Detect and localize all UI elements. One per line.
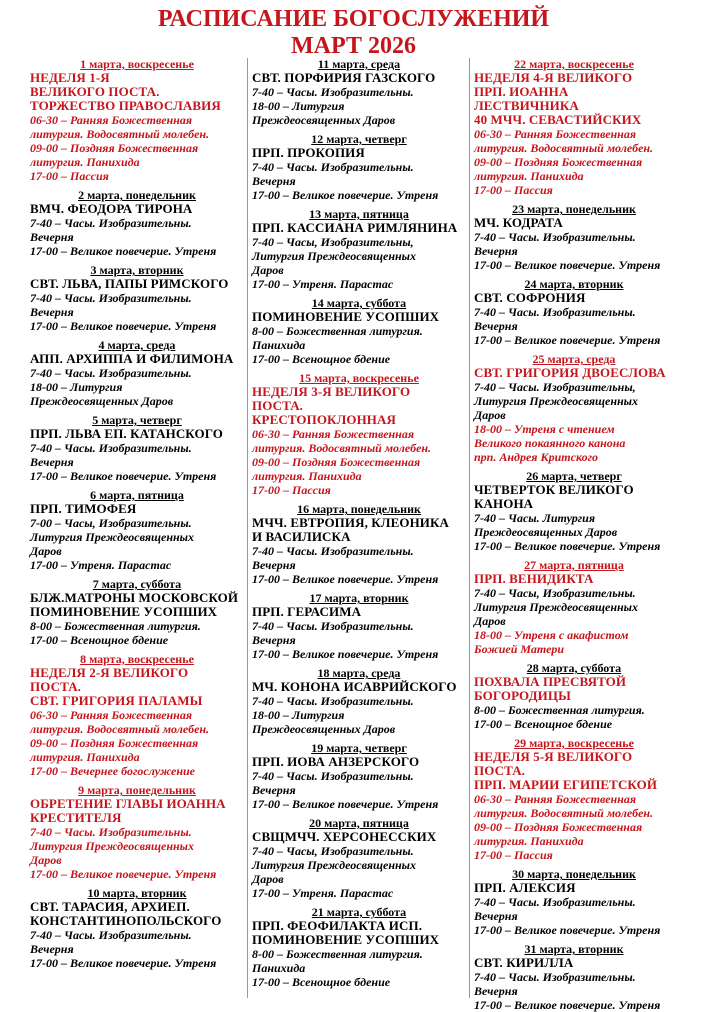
feast-name: ПОХВАЛА ПРЕСВЯТОЙ — [474, 674, 627, 689]
day-entry — [474, 58, 674, 197]
service-line: 17-00 – Всенощное бдение — [30, 633, 169, 647]
day-entry — [474, 272, 674, 347]
day-entry — [252, 366, 466, 497]
service-line: Вечерня — [252, 783, 296, 797]
service-line: 09-00 – Поздняя Божественная — [252, 455, 421, 469]
service-line: 7-40 – Часы. Литургия — [474, 511, 596, 525]
service-line: 17-00 – Всенощное бдение — [252, 352, 391, 366]
feast-name: ПОСТА. — [30, 679, 82, 694]
day-date: 28 марта, суббота — [526, 661, 622, 675]
service-line: 17-00 – Пассия — [252, 483, 331, 497]
column-2 — [252, 58, 466, 998]
service-line: литургия. Водосвятный молебен. — [474, 141, 654, 155]
day-date: 18 марта, среда — [317, 666, 401, 680]
day-date: 14 марта, суббота — [311, 296, 407, 310]
column-1 — [30, 58, 244, 998]
service-line: 7-40 – Часы. Изобразительны, — [474, 380, 636, 394]
service-line: 17-00 – Великое повечерие. Утреня — [252, 572, 439, 586]
service-line: 7-40 – Часы, Изобразительны. — [252, 844, 414, 858]
service-line: 8-00 – Божественная литургия. — [30, 619, 201, 633]
day-date: 19 марта, четверг — [311, 741, 407, 755]
feast-name: ПРП. ВЕНИДИКТА — [474, 571, 594, 586]
service-line: 8-00 – Божественная литургия. — [252, 947, 423, 961]
feast-name: МЧЧ. ЕВТРОПИЯ, КЛЕОНИКА — [252, 515, 450, 530]
column-divider — [247, 58, 248, 998]
service-line: 06-30 – Ранняя Божественная — [30, 113, 193, 127]
service-line: 17-00 – Великое повечерие. Утреня — [252, 188, 439, 202]
service-line: Панихида — [252, 338, 306, 352]
service-line: Вечерня — [474, 319, 518, 333]
feast-name: СВТ. ГРИГОРИЯ ДВОЕСЛОВА — [474, 365, 666, 380]
feast-name: НЕДЕЛЯ 2-Я ВЕЛИКОГО — [30, 665, 189, 680]
service-line: литургия. Водосвятный молебен. — [474, 806, 654, 820]
service-line: 7-40 – Часы. Изобразительны. — [30, 441, 192, 455]
service-line: литургия. Водосвятный молебен. — [30, 722, 210, 736]
column-3 — [474, 57, 674, 1012]
service-line: литургия. Водосвятный молебен. — [252, 441, 432, 455]
day-date: 1 марта, воскресенье — [80, 57, 194, 71]
service-line: Даров — [474, 614, 506, 628]
service-line: 17-00 – Великое повечерие. Утреня — [474, 998, 661, 1012]
service-line: 17-00 – Великое повечерие. Утреня — [252, 647, 439, 661]
day-date: 3 марта, вторник — [90, 263, 184, 277]
day-entry — [252, 58, 466, 127]
service-line: Вечерня — [252, 633, 296, 647]
service-line: 18-00 – Литургия — [252, 99, 345, 113]
service-line: Вечерня — [30, 455, 74, 469]
day-entry — [252, 127, 466, 202]
service-line: 17-00 – Великое повечерие. Утреня — [252, 797, 439, 811]
service-line: 7-40 – Часы. Изобразительны. — [474, 970, 636, 984]
service-line: 7-40 – Часы. Изобразительны. — [474, 895, 636, 909]
service-line: 17-00 – Пассия — [474, 183, 553, 197]
service-line: литургия. Панихида — [474, 834, 584, 848]
day-date: 9 марта, понедельник — [78, 783, 196, 797]
day-entry — [252, 291, 466, 366]
day-entry — [252, 900, 466, 989]
service-line: Даров — [30, 544, 62, 558]
service-line: 8-00 – Божественная литургия. — [252, 324, 423, 338]
feast-name: СВТ. ТАРАСИЯ, АРХИЕП. — [30, 899, 190, 914]
service-line: 17-00 – Великое повечерие. Утреня — [474, 333, 661, 347]
feast-name: СВТ. ГРИГОРИЯ ПАЛАМЫ — [30, 693, 203, 708]
feast-name: НЕДЕЛЯ 4-Я ВЕЛИКОГО — [474, 70, 633, 85]
feast-name: БОГОРОДИЦЫ — [474, 688, 571, 703]
feast-name: ПРП. КАССИАНА РИМЛЯНИНА — [252, 220, 458, 235]
service-line: Великого покаянного канона — [474, 436, 626, 450]
service-line: литургия. Панихида — [252, 469, 362, 483]
day-entry — [474, 937, 674, 1012]
day-entry — [252, 811, 466, 900]
service-line: 7-40 – Часы. Изобразительны. — [30, 825, 192, 839]
schedule-columns — [30, 57, 675, 1012]
service-line: 7-40 – Часы. Изобразительны. — [474, 305, 636, 319]
day-entry — [30, 58, 244, 183]
service-line: 7-40 – Часы. Изобразительны. — [252, 160, 414, 174]
feast-name: И ВАСИЛИСКА — [252, 529, 351, 544]
day-date: 11 марта, среда — [317, 57, 401, 71]
day-entry — [30, 183, 244, 258]
feast-name: МЧ. КОНОНА ИСАВРИЙСКОГО — [252, 679, 457, 694]
day-date: 31 марта, вторник — [524, 942, 624, 956]
service-line: 7-40 – Часы. Изобразительны. — [30, 928, 192, 942]
service-line: Даров — [252, 872, 284, 886]
feast-name: СВТ. ЛЬВА, ПАПЫ РИМСКОГО — [30, 276, 229, 291]
service-line: 7-00 – Часы, Изобразительны. — [30, 516, 192, 530]
service-line: 18-00 – Литургия — [30, 380, 123, 394]
day-date: 4 марта, среда — [98, 338, 176, 352]
service-line: 7-40 – Часы. Изобразительны. — [252, 769, 414, 783]
feast-name: ПОМИНОВЕНИЕ УСОПШИХ — [252, 309, 440, 324]
feast-name: НЕДЕЛЯ 1-Я — [30, 70, 110, 85]
service-line: Литургия Преждеосвященных — [252, 249, 416, 263]
column-divider — [469, 58, 470, 998]
feast-name: КРЕСТИТЕЛЯ — [30, 810, 122, 825]
day-date: 2 марта, понедельник — [78, 188, 196, 202]
feast-name: 40 МЧЧ. СЕВАСТИЙСКИХ — [474, 112, 642, 127]
service-line: прп. Андрея Критского — [474, 450, 599, 464]
service-line: Вечерня — [474, 244, 518, 258]
day-entry — [252, 497, 466, 586]
service-line: 09-00 – Поздняя Божественная — [30, 141, 199, 155]
day-entry — [30, 483, 244, 572]
feast-name: ПОМИНОВЕНИЕ УСОПШИХ — [30, 604, 218, 619]
service-line: Литургия Преждеосвященных — [474, 600, 638, 614]
service-line: Панихида — [252, 961, 306, 975]
day-entry — [30, 408, 244, 483]
day-date: 10 марта, вторник — [87, 886, 187, 900]
service-line: Божией Матери — [474, 642, 565, 656]
feast-name: СВТ. КИРИЛЛА — [474, 955, 574, 970]
service-line: Литургия Преждеосвященных — [252, 858, 416, 872]
day-date: 5 марта, четверг — [92, 413, 182, 427]
feast-name: СВТ. СОФРОНИЯ — [474, 290, 586, 305]
service-line: 06-30 – Ранняя Божественная — [252, 427, 415, 441]
feast-name: ПРП. АЛЕКСИЯ — [474, 880, 576, 895]
day-date: 16 марта, понедельник — [297, 502, 421, 516]
service-line: 17-00 – Утреня. Парастас — [30, 558, 172, 572]
day-entry — [30, 333, 244, 408]
service-line: Преждеосвященных Даров — [252, 722, 396, 736]
service-line: 17-00 – Великое повечерие. Утреня — [30, 956, 217, 970]
feast-name: МЧ. КОДРАТА — [474, 215, 563, 230]
service-line: Вечерня — [474, 909, 518, 923]
day-date: 29 марта, воскресенье — [514, 736, 634, 750]
day-entry — [474, 464, 674, 553]
service-line: литургия. Панихида — [30, 155, 140, 169]
service-line: 17-00 – Великое повечерие. Утреня — [474, 923, 661, 937]
service-line: 18-00 – Утреня с чтением — [474, 422, 615, 436]
day-entry — [252, 586, 466, 661]
day-date: 22 марта, воскресенье — [514, 57, 634, 71]
feast-name: ПРП. ФЕОФИЛАКТА ИСП. — [252, 918, 423, 933]
service-line: Вечерня — [474, 984, 518, 998]
day-date: 25 марта, среда — [532, 352, 616, 366]
service-line: 17-00 – Великое повечерие. Утреня — [30, 867, 217, 881]
day-entry — [30, 647, 244, 778]
day-date: 30 марта, понедельник — [512, 867, 636, 881]
service-line: 17-00 – Великое повечерие. Утреня — [30, 469, 217, 483]
service-line: 7-40 – Часы. Изобразительны. — [474, 230, 636, 244]
feast-name: СВЩМЧЧ. ХЕРСОНЕССКИХ — [252, 829, 437, 844]
service-line: Преждеосвященных Даров — [474, 525, 618, 539]
service-line: Вечерня — [252, 558, 296, 572]
service-line: 06-30 – Ранняя Божественная — [30, 708, 193, 722]
service-line: Литургия Преждеосвященных — [30, 530, 194, 544]
feast-name: ПРП. ПРОКОПИЯ — [252, 145, 365, 160]
service-line: 18-00 – Литургия — [252, 708, 345, 722]
day-entry — [30, 881, 244, 970]
day-entry — [30, 778, 244, 881]
service-line: 7-40 – Часы. Изобразительны. — [252, 694, 414, 708]
service-line: Даров — [252, 263, 284, 277]
service-line: 17-00 – Утреня. Парастас — [252, 277, 394, 291]
service-line: Литургия Преждеосвященных — [474, 394, 638, 408]
page-subtitle: МАРТ 2026 — [291, 33, 416, 59]
feast-name: СВТ. ПОРФИРИЯ ГАЗСКОГО — [252, 70, 436, 85]
feast-name: ВМЧ. ФЕОДОРА ТИРОНА — [30, 201, 193, 216]
day-date: 12 марта, четверг — [311, 132, 407, 146]
service-line: Вечерня — [30, 230, 74, 244]
service-line: 17-00 – Великое повечерие. Утреня — [474, 258, 661, 272]
service-line: 7-40 – Часы, Изобразительны, — [252, 235, 414, 249]
feast-name: ПОСТА. — [474, 763, 526, 778]
day-entry — [474, 347, 674, 464]
service-line: 17-00 – Великое повечерие. Утреня — [30, 244, 217, 258]
feast-name: ОБРЕТЕНИЕ ГЛАВЫ ИОАННА — [30, 796, 226, 811]
feast-name: КАНОНА — [474, 496, 534, 511]
service-line: 17-00 – Великое повечерие. Утреня — [474, 539, 661, 553]
feast-name: КРЕСТОПОКЛОННАЯ — [252, 412, 396, 427]
service-line: 7-40 – Часы. Изобразительны. — [30, 366, 192, 380]
day-entry — [474, 656, 674, 731]
day-entry — [252, 661, 466, 736]
day-date: 17 марта, вторник — [309, 591, 409, 605]
service-line: Вечерня — [252, 174, 296, 188]
feast-name: ПРП. ГЕРАСИМА — [252, 604, 362, 619]
service-line: 7-40 – Часы, Изобразительны. — [474, 586, 636, 600]
service-line: Вечерня — [30, 942, 74, 956]
service-line: 09-00 – Поздняя Божественная — [30, 736, 199, 750]
service-line: Преждеосвященных Даров — [252, 113, 396, 127]
feast-name: БЛЖ.МАТРОНЫ МОСКОВСКОЙ — [30, 590, 239, 605]
service-line: 7-40 – Часы. Изобразительны. — [252, 544, 414, 558]
day-entry — [474, 862, 674, 937]
day-entry — [30, 258, 244, 333]
feast-name: ПРП. ИОАННА ЛЕСТВИЧНИКА — [474, 84, 579, 113]
feast-name: ПОМИНОВЕНИЕ УСОПШИХ — [252, 932, 440, 947]
day-entry — [474, 197, 674, 272]
service-line: литургия. Панихида — [30, 750, 140, 764]
service-line: 17-00 – Всенощное бдение — [252, 975, 391, 989]
day-date: 24 марта, вторник — [524, 277, 624, 291]
service-line: 18-00 – Утреня с акафистом — [474, 628, 629, 642]
service-line: 8-00 – Божественная литургия. — [474, 703, 645, 717]
feast-name: ТОРЖЕСТВО ПРАВОСЛАВИЯ — [30, 98, 221, 113]
day-date: 27 марта, пятница — [524, 558, 624, 572]
service-line: Даров — [474, 408, 506, 422]
service-line: 7-40 – Часы. Изобразительны. — [252, 85, 414, 99]
day-entry — [252, 736, 466, 811]
service-line: 7-40 – Часы. Изобразительны. — [30, 216, 192, 230]
day-date: 13 марта, пятница — [309, 207, 409, 221]
day-date: 23 марта, понедельник — [512, 202, 636, 216]
service-line: Даров — [30, 853, 62, 867]
service-line: 17-00 – Утреня. Парастас — [252, 886, 394, 900]
service-line: Преждеосвященных Даров — [30, 394, 174, 408]
day-entry — [252, 202, 466, 291]
feast-name: ПОСТА. — [252, 398, 304, 413]
page-title: РАСПИСАНИЕ БОГОСЛУЖЕНИЙ — [157, 6, 550, 32]
service-line: 06-30 – Ранняя Божественная — [474, 792, 637, 806]
feast-name: АПП. АРХИППА И ФИЛИМОНА — [30, 351, 234, 366]
service-line: 06-30 – Ранняя Божественная — [474, 127, 637, 141]
day-date: 15 марта, воскресенье — [299, 371, 419, 385]
day-date: 21 марта, суббота — [311, 905, 407, 919]
feast-name: НЕДЕЛЯ 5-Я ВЕЛИКОГО — [474, 749, 633, 764]
service-line: Вечерня — [30, 305, 74, 319]
service-line: 7-40 – Часы. Изобразительны. — [30, 291, 192, 305]
feast-name: ВЕЛИКОГО ПОСТА. — [30, 84, 160, 99]
service-line: 17-00 – Пассия — [30, 169, 109, 183]
feast-name: ПРП. МАРИИ ЕГИПЕТСКОЙ — [474, 777, 658, 792]
feast-name: ПРП. ИОВА АНЗЕРСКОГО — [252, 754, 420, 769]
day-date: 26 марта, четверг — [526, 469, 622, 483]
day-date: 20 марта, пятница — [309, 816, 409, 830]
day-date: 8 марта, воскресенье — [80, 652, 194, 666]
service-line: 09-00 – Поздняя Божественная — [474, 820, 643, 834]
feast-name: НЕДЕЛЯ 3-Я ВЕЛИКОГО — [252, 384, 411, 399]
feast-name: ПРП. ЛЬВА ЕП. КАТАНСКОГО — [30, 426, 223, 441]
service-line: Литургия Преждеосвященных — [30, 839, 194, 853]
service-line: 17-00 – Вечернее богослужение — [30, 764, 195, 778]
service-line: литургия. Панихида — [474, 169, 584, 183]
service-line: 17-00 – Всенощное бдение — [474, 717, 613, 731]
day-entry — [30, 572, 244, 647]
day-date: 6 марта, пятница — [90, 488, 184, 502]
service-line: 17-00 – Пассия — [474, 848, 553, 862]
feast-name: ЧЕТВЕРТОК ВЕЛИКОГО — [474, 482, 634, 497]
day-entry — [474, 731, 674, 862]
day-entry — [474, 553, 674, 656]
day-date: 7 марта, суббота — [92, 577, 182, 591]
feast-name: ПРП. ТИМОФЕЯ — [30, 501, 137, 516]
service-line: 09-00 – Поздняя Божественная — [474, 155, 643, 169]
service-line: 7-40 – Часы. Изобразительны. — [252, 619, 414, 633]
service-line: 17-00 – Великое повечерие. Утреня — [30, 319, 217, 333]
feast-name: КОНСТАНТИНОПОЛЬСКОГО — [30, 913, 222, 928]
service-line: литургия. Водосвятный молебен. — [30, 127, 210, 141]
